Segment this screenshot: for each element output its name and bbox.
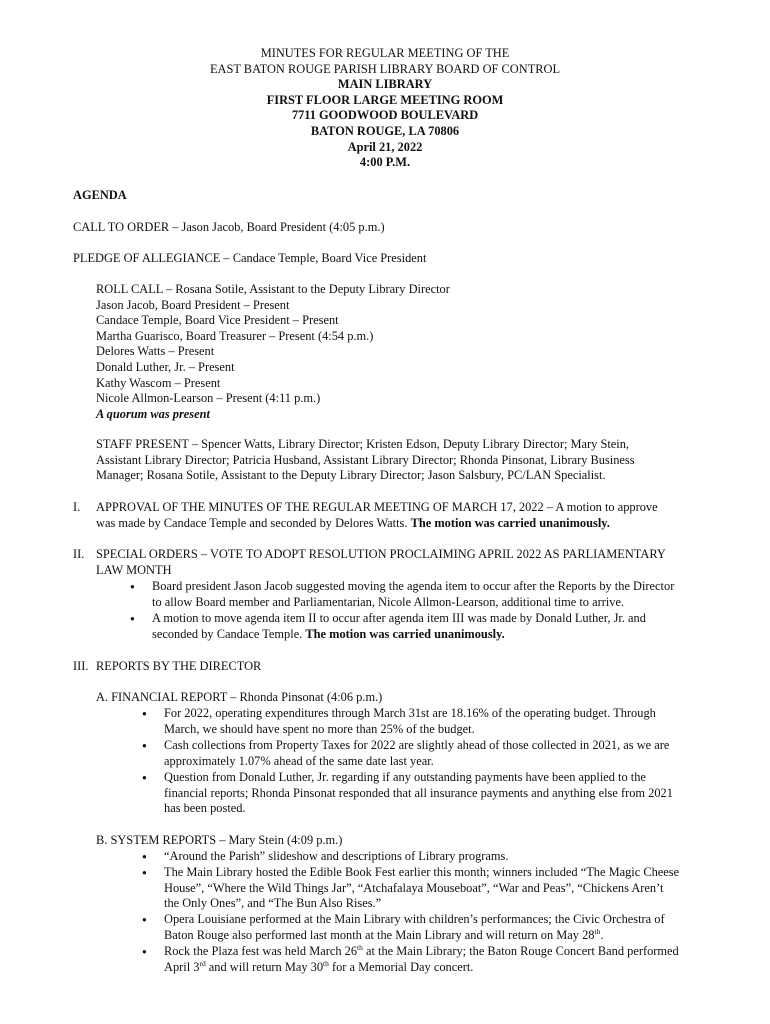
list-item-text: financial reports; Rhonda Pinsonat responded that all insurance payments and anything else from 2021 <box>164 785 673 800</box>
financial-report-title: A. FINANCIAL REPORT – Rhonda Pinsonat (4:06 p.m.) <box>96 690 383 704</box>
list-item <box>164 770 673 817</box>
list-item <box>164 849 508 865</box>
list-item <box>164 912 665 943</box>
list-item-text <box>164 944 679 960</box>
list-item-text: has been posted. <box>164 801 246 816</box>
section-text-part: was made by Candace Temple and seconded by Delores Watts. <box>96 515 411 530</box>
staff-present-line: Assistant Library Director; Patricia Husband, Assistant Library Director; Rhonda Pinsonat, Library Business <box>96 452 635 467</box>
roll-call-member: Jason Jacob, Board President – Present <box>96 297 290 312</box>
section-approval-minutes <box>96 500 658 531</box>
header-location: MAIN LIBRARY <box>337 77 433 92</box>
agenda-heading: AGENDA <box>73 188 127 202</box>
roll-call-member: Nicole Allmon-Learson – Present (4:11 p.m.) <box>96 391 321 406</box>
list-item-text-part: April 3 <box>164 959 200 974</box>
header-date: April 21, 2022 <box>347 139 423 154</box>
staff-present-line: STAFF PRESENT – Spencer Watts, Library Director; Kristen Edson, Deputy Library Director; Mary Stein, <box>96 437 630 451</box>
list-item-text-part: . <box>600 927 604 942</box>
list-item-text: the Only Ones”, and “The Bun Also Rises.” <box>164 896 382 911</box>
list-item-text-part: and will return May 30 <box>205 959 324 974</box>
section-text <box>96 516 658 532</box>
section-reports-title: REPORTS BY THE DIRECTOR <box>96 659 262 673</box>
ordinal-suffix: th <box>357 942 363 952</box>
ordinal-suffix: th <box>323 958 329 968</box>
section-number: III. <box>73 659 89 673</box>
roll-call-title: ROLL CALL – Rosana Sotile, Assistant to the Deputy Library Director <box>96 282 450 296</box>
section-number: I. <box>73 500 81 514</box>
list-item-text-part: seconded by Candace Temple. <box>152 626 306 641</box>
roll-call-member: Donald Luther, Jr. – Present <box>96 359 235 374</box>
list-item-text <box>164 928 665 944</box>
ordinal-suffix: rd <box>199 958 206 968</box>
quorum-statement: A quorum was present <box>96 406 210 421</box>
list-item-text: House”, “Where the Wild Things Jar”, “Atchafalaya Mouseboat”, “War and Peas”, “Chickens Aren’t <box>164 880 664 895</box>
list-item-text: ● For 2022, operating expenditures through March 31st are 18.16% of the operating budget. Through <box>164 706 656 720</box>
section-special-orders <box>96 547 666 578</box>
list-item <box>152 579 674 610</box>
header-street: 7711 GOODWOOD BOULEVARD <box>291 108 479 123</box>
list-item-text: to allow Board member and Parliamentarian, Nicole Allmon-Learson, additional time to arrive. <box>152 594 625 609</box>
motion-result: The motion was carried unanimously. <box>305 626 505 641</box>
list-item-text-part: Rock the Plaza fest was held March 26 <box>164 944 358 958</box>
list-item-text: ● A motion to move agenda item II to occur after agenda item III was made by Donald Luther, Jr. and <box>152 611 646 625</box>
ordinal-suffix: th <box>594 926 601 936</box>
header-room: FIRST FLOOR LARGE MEETING ROOM <box>266 92 504 107</box>
header-board-name: EAST BATON ROUGE PARISH LIBRARY BOARD OF CONTROL <box>209 61 561 76</box>
list-item-text: ● Question from Donald Luther, Jr. regarding if any outstanding payments have been applied to the <box>164 770 646 784</box>
list-item <box>164 738 669 769</box>
header-city: BATON ROUGE, LA 70806 <box>310 123 460 138</box>
list-item-text: ● Opera Louisiane performed at the Main Library with children’s performances; the Civic Orchestra of <box>164 912 665 926</box>
list-item <box>152 611 646 642</box>
list-item-text <box>152 627 646 643</box>
call-to-order: CALL TO ORDER – Jason Jacob, Board President (4:05 p.m.) <box>73 220 385 234</box>
section-text: SPECIAL ORDERS – VOTE TO ADOPT RESOLUTION PROCLAIMING APRIL 2022 AS PARLIAMENTARY <box>96 547 666 561</box>
list-item-text: approximately 1.07% ahead of the same date last year. <box>164 753 434 768</box>
list-item-text-part: for a Memorial Day concert. <box>328 959 474 974</box>
staff-present-line: Manager; Rosana Sotile, Assistant to the Deputy Library Director; Jason Salsbury, PC/LAN Specialist. <box>96 468 606 483</box>
section-text: APPROVAL OF THE MINUTES OF THE REGULAR MEETING OF MARCH 17, 2022 – A motion to approve <box>96 500 658 514</box>
roll-call <box>96 282 450 422</box>
list-item-text: ● Cash collections from Property Taxes for 2022 are slightly ahead of those collected in 2021, as we are <box>164 738 670 752</box>
motion-result: The motion was carried unanimously. <box>410 515 610 530</box>
list-item-text: March, we should have spent no more than 25% of the budget. <box>164 721 475 736</box>
section-text: LAW MONTH <box>96 562 172 577</box>
list-item-text: ● Board president Jason Jacob suggested moving the agenda item to occur after the Reports by the Director <box>152 579 675 593</box>
list-item-text: ● “Around the Parish” slideshow and descriptions of Library programs. <box>164 849 509 863</box>
list-item <box>164 706 656 737</box>
header-title: MINUTES FOR REGULAR MEETING OF THE <box>260 46 510 60</box>
list-item <box>164 865 679 912</box>
list-item-text: ● The Main Library hosted the Edible Book Fest earlier this month; winners included “The Magic Cheese <box>164 865 680 879</box>
system-reports-title: B. SYSTEM REPORTS – Mary Stein (4:09 p.m.) <box>96 833 343 847</box>
roll-call-member: Candace Temple, Board Vice President – Present <box>96 313 339 328</box>
list-item-text <box>164 960 679 976</box>
minutes-header <box>0 46 770 171</box>
roll-call-member: Martha Guarisco, Board Treasurer – Present (4:54 p.m.) <box>96 328 374 343</box>
pledge-of-allegiance: PLEDGE OF ALLEGIANCE – Candace Temple, Board Vice President <box>73 251 427 265</box>
list-item-text-part: at the Main Library; the Baton Rouge Concert Band performed <box>362 944 679 958</box>
roll-call-member: Kathy Wascom – Present <box>96 375 221 390</box>
header-time: 4:00 P.M. <box>359 155 411 170</box>
roll-call-member: Delores Watts – Present <box>96 344 215 359</box>
list-item-text-part: Baton Rouge also performed last month at the Main Library and will return on May 28 <box>164 927 595 942</box>
list-item <box>164 944 679 975</box>
section-number: II. <box>73 547 85 561</box>
staff-present <box>96 437 635 484</box>
